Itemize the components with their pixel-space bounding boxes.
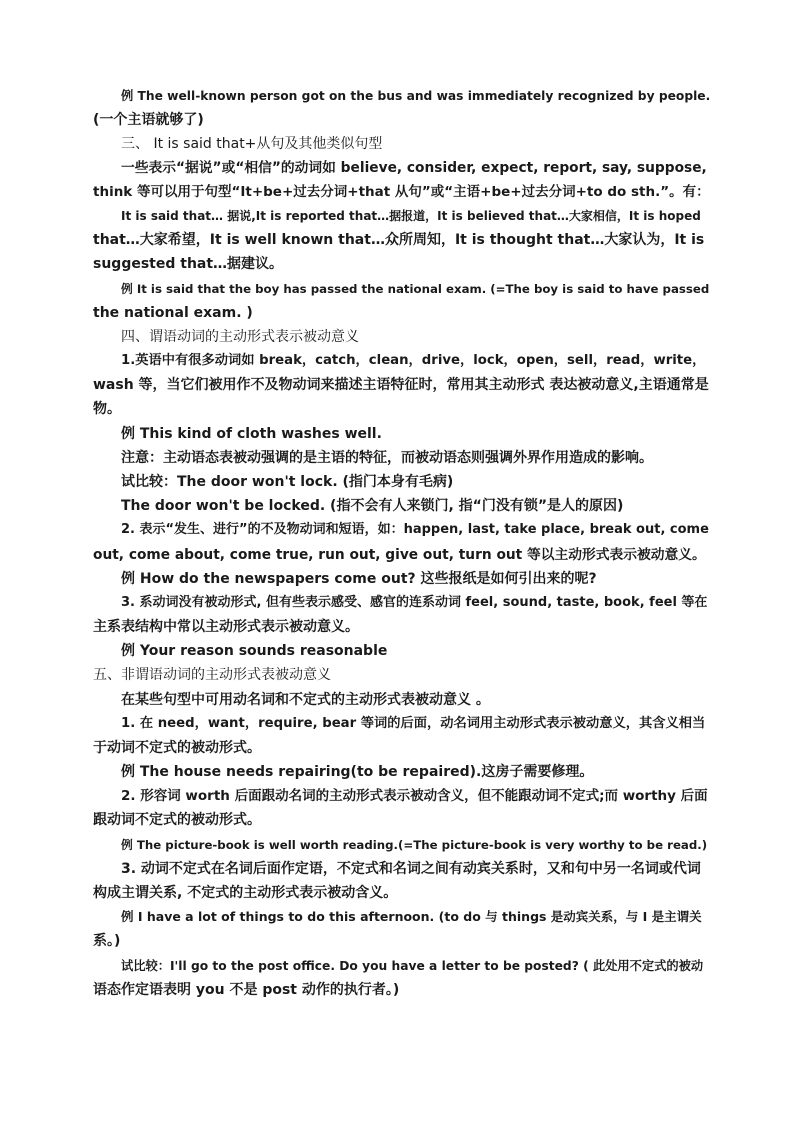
text-line: wash 等，当它们被用作不及物动词来描述主语特征时，常用其主动形式 表达被动意义,主语通常是 (93, 377, 709, 393)
text-line: 例 The well-known person got on the bus and was immediately recognized by people. (121, 89, 711, 103)
text-line: 例 This kind of cloth washes well. (121, 426, 382, 442)
text-line: 例 It is said that the boy has passed the national exam. (=The boy is said to have passed (121, 282, 710, 296)
text-line: the national exam. ) (93, 305, 253, 321)
text-line: 构成主谓关系, 不定式的主动形式表示被动含义。 (93, 885, 398, 901)
text-line: 例 How do the newspapers come out? 这些报纸是如何引出来的呢? (121, 571, 597, 587)
text-line: 例 The house needs repairing(to be repaired).这房子需要修理。 (121, 764, 594, 780)
text-line: 系。) (93, 933, 121, 949)
text-line: think 等可以用于句型“It+be+过去分词+that 从句”或“主语+be+过去分词+to do sth.”。有： (93, 184, 710, 200)
text-line: 1.英语中有很多动词如 break，catch，clean，drive，lock，open，sell，read，write， (121, 353, 706, 368)
text-line: 试比较：I'll go to the post office. Do you have a letter to be posted? ( 此处用不定式的被动 (121, 959, 704, 973)
text-line: 例 I have a lot of things to do this afternoon. (to do 与 things 是动宾关系，与 I 是主谓关 (121, 909, 702, 924)
text-line: 跟动词不定式的被动形式。 (93, 812, 261, 828)
text-line: 主系表结构中常以主动形式表示被动意义。 (93, 619, 359, 635)
text-line: 例 The picture-book is well worth reading.(=The picture-book is very worthy to be read.) (121, 838, 708, 852)
text-line: out, come about, come true, run out, give out, turn out 等以主动形式表示被动意义。 (93, 547, 706, 563)
text-line: 3. 系动词没有被动形式, 但有些表示感受、感官的连系动词 feel, sound, taste, book, feel 等在 (121, 595, 708, 610)
text-line: 注意：主动语态表被动强调的是主语的特征，而被动语态则强调外界作用造成的影响。 (121, 450, 653, 466)
text-line: 于动词不定式的被动形式。 (93, 740, 261, 756)
text-line: 2. 表示“发生、进行”的不及物动词和短语，如：happen, last, take place, break out, come (121, 522, 709, 537)
section-heading: 三、 It is said that+从句及其他类似句型 (121, 136, 383, 152)
section-heading: 五、非谓语动词的主动形式表被动意义 (93, 667, 331, 683)
text-line: 一些表示“据说”或“相信”的动词如 believe, consider, expect, report, say, suppose, (121, 160, 707, 176)
text-line: The door won't be locked. (指不会有人来锁门, 指“门没有锁”是人的原因) (121, 498, 624, 514)
text-line: 2. 形容词 worth 后面跟动名词的主动形式表示被动含义，但不能跟动词不定式;而 worthy 后面 (121, 788, 708, 804)
text-line: 例 Your reason sounds reasonable (121, 643, 388, 659)
text-line: 3. 动词不定式在名词后面作定语，不定式和名词之间有动宾关系时，又和句中另一名词或代词 (121, 861, 701, 877)
text-line: that…大家希望，It is well known that…众所周知，It is thought that…大家认为，It is (93, 232, 705, 248)
text-line: 物。 (93, 401, 121, 417)
text-line: 语态作定语表明 you 不是 post 动作的执行者。) (93, 982, 400, 998)
text-line: 试比较：The door won't lock. (指门本身有毛病) (121, 474, 454, 490)
text-line: 在某些句型中可用动名词和不定式的主动形式表被动意义 。 (121, 692, 490, 708)
text-line: It is said that… 据说,It is reported that…据报道，It is believed that…大家相信，It is hoped (121, 209, 701, 223)
text-line: 1. 在 need，want，require, bear 等词的后面，动名词用主动形式表示被动意义，其含义相当 (121, 716, 706, 731)
text-line: (一个主语就够了) (93, 112, 204, 128)
section-heading: 四、谓语动词的主动形式表示被动意义 (121, 329, 359, 345)
text-line: suggested that…据建议。 (93, 256, 284, 272)
